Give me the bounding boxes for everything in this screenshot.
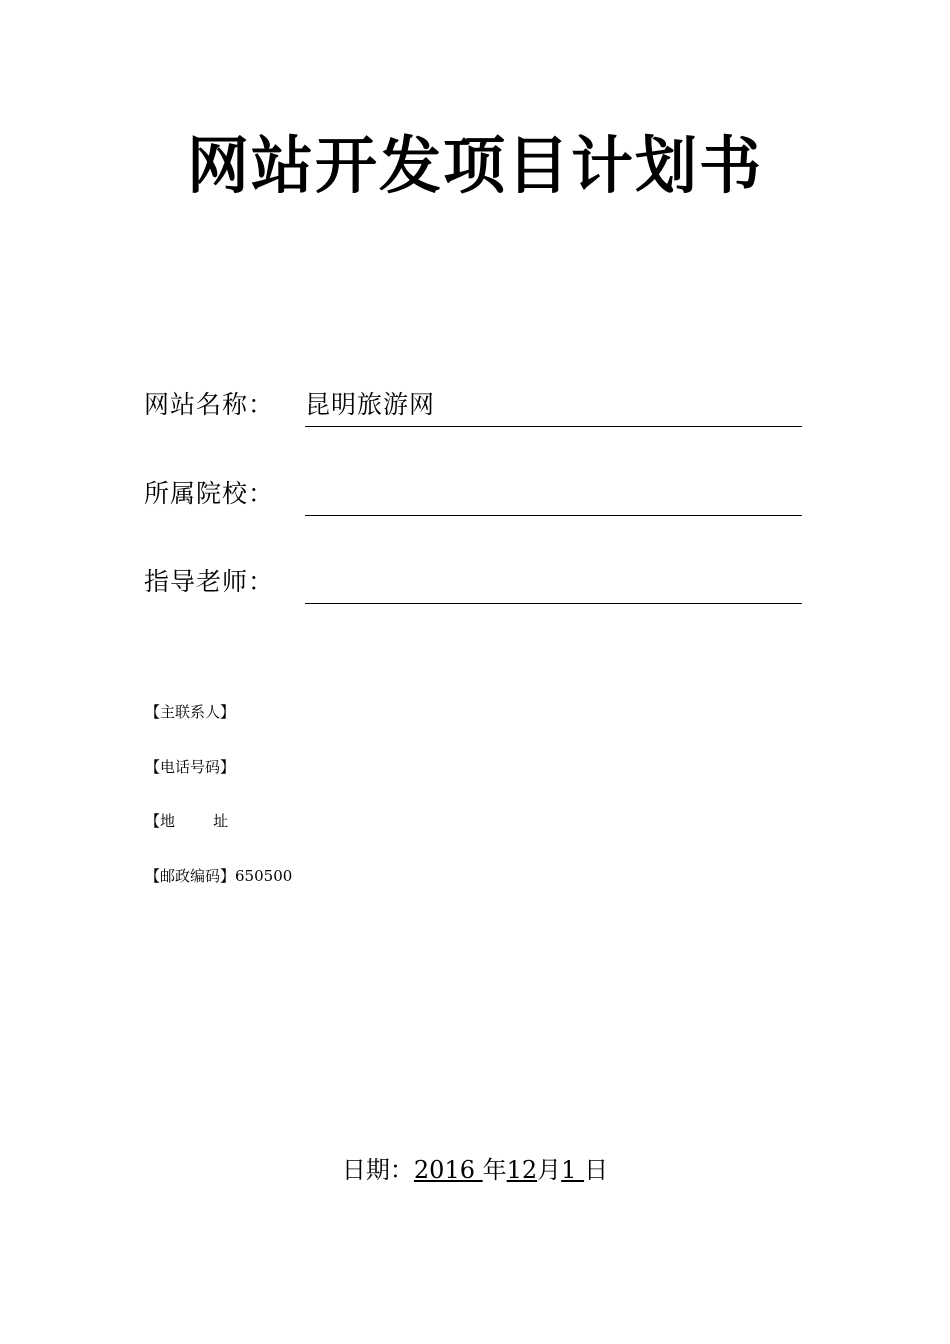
date-line (0, 1154, 950, 1186)
date-month-unit: 月 (537, 1156, 562, 1184)
postal-code-label: 【邮政编码】 (145, 867, 236, 885)
website-name-value: 昆明旅游网 (305, 390, 436, 419)
date-label: 日期： (341, 1156, 414, 1184)
phone-label: 【电话号码】 (145, 758, 236, 776)
document-title: 网站开发项目计划书 (186, 129, 763, 202)
advisor-underline (305, 603, 802, 604)
address-line (145, 811, 228, 831)
address-label: 【地 址 (145, 812, 229, 830)
date-day: 1 (561, 1156, 585, 1184)
advisor-label: 指导老师： (144, 567, 275, 596)
date-year-unit: 年 (482, 1156, 507, 1184)
contact-person-line (145, 702, 235, 722)
phone-line (145, 757, 235, 777)
school-underline (305, 515, 802, 516)
school-label: 所属院校： (144, 479, 275, 508)
postal-code-line (145, 866, 292, 886)
postal-code-value: 650500 (235, 867, 293, 885)
website-name-underline (305, 426, 802, 427)
date-month: 12 (506, 1156, 538, 1184)
date-year: 2016 (413, 1156, 483, 1184)
contact-person-label: 【主联系人】 (145, 703, 236, 721)
date-day-unit: 日 (584, 1156, 609, 1184)
website-name-label: 网站名称： (144, 390, 275, 419)
